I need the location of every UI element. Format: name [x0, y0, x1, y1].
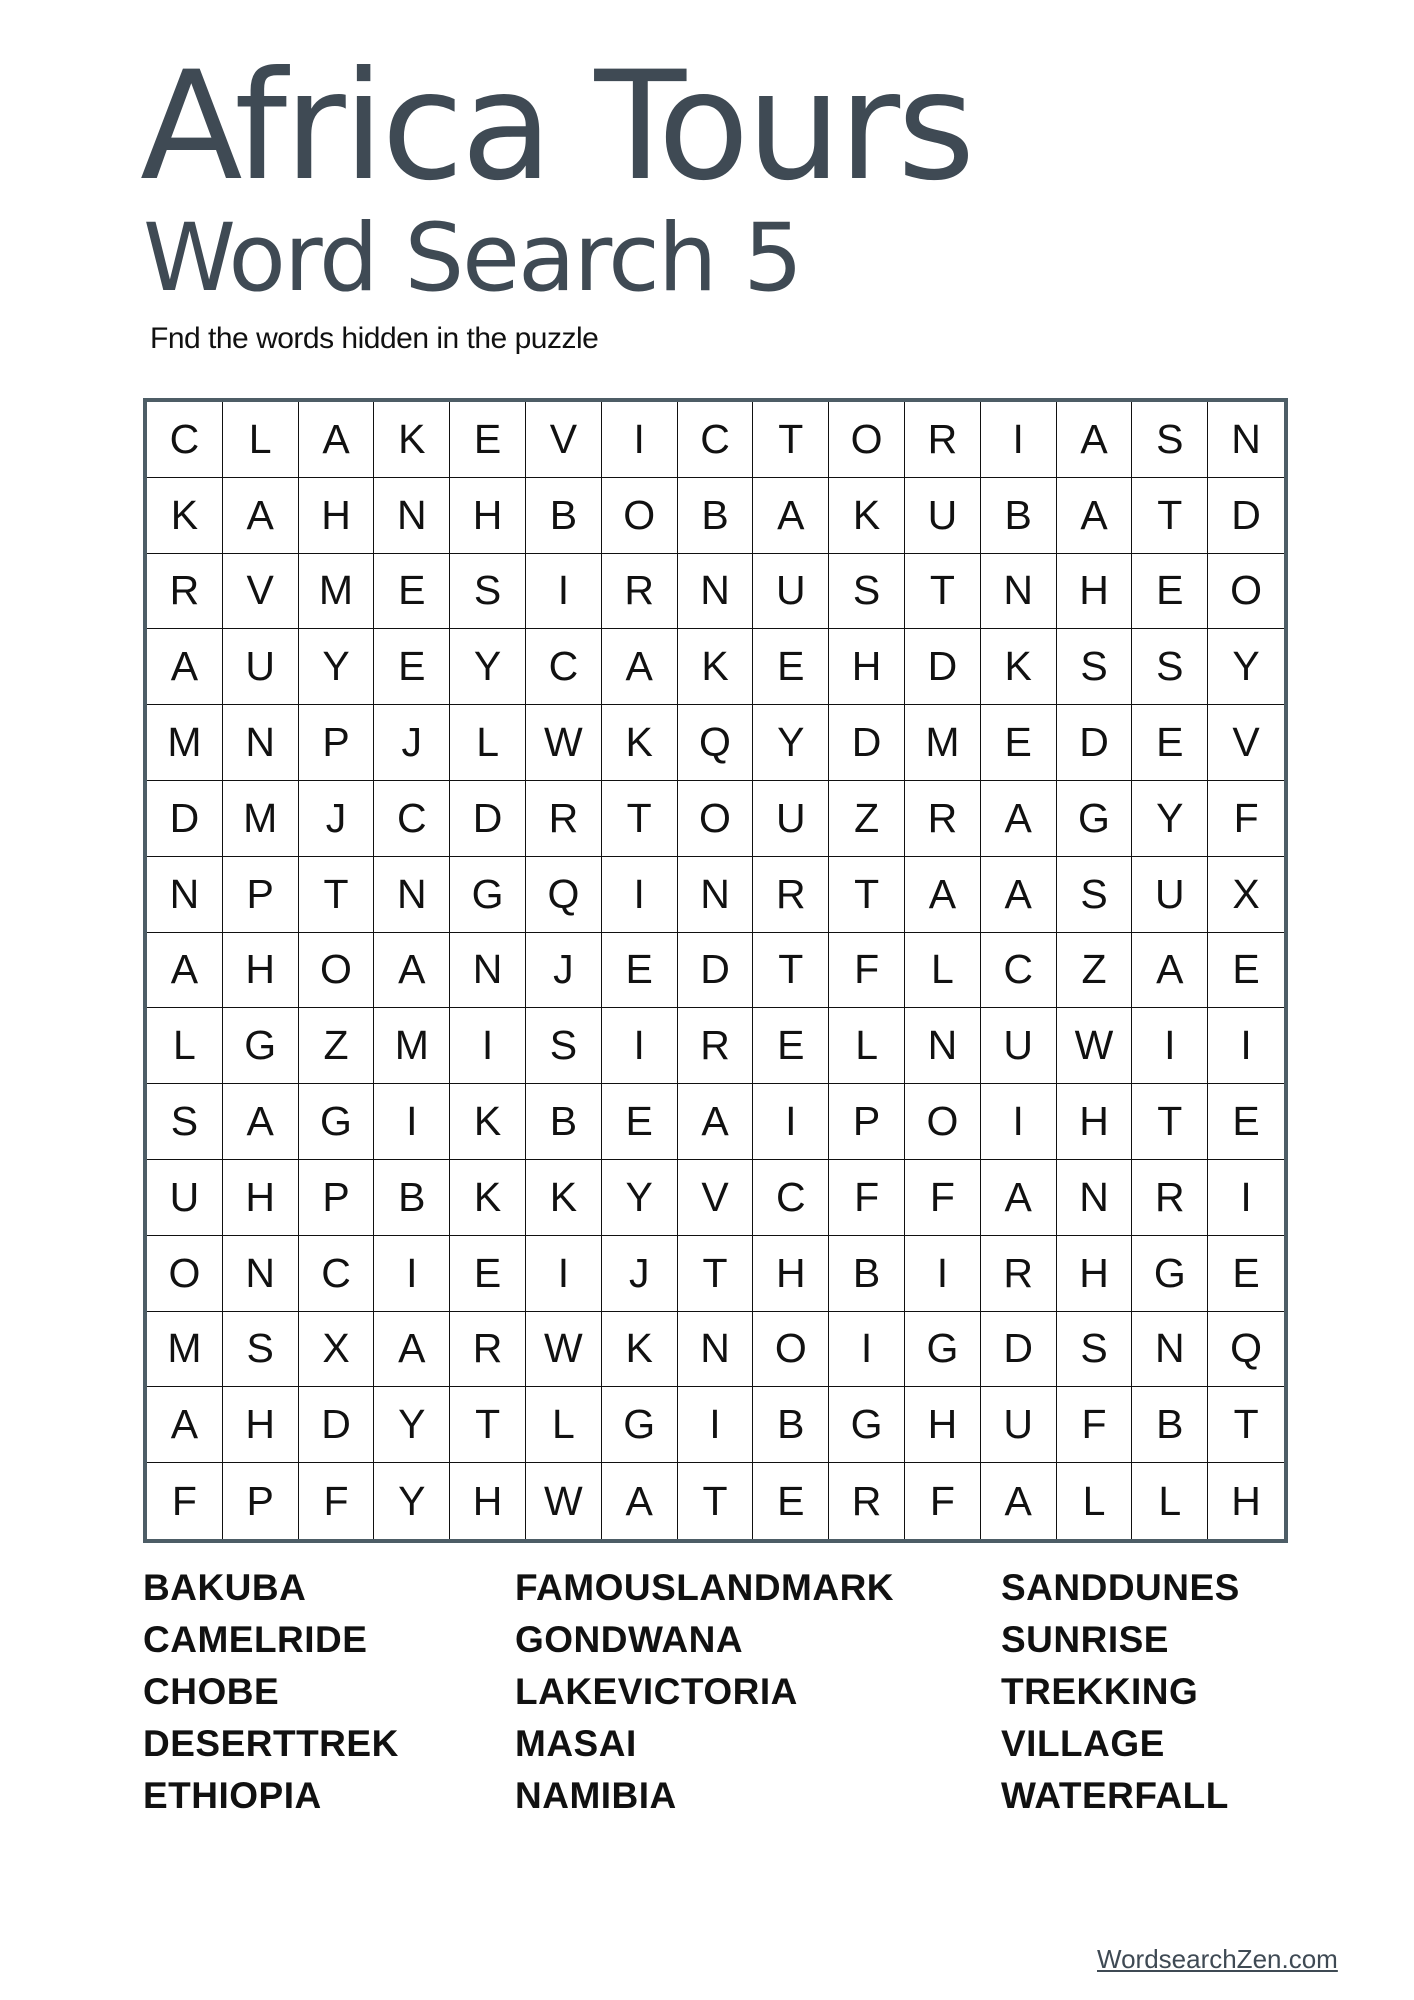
grid-cell[interactable]: S: [1132, 629, 1208, 705]
grid-cell[interactable]: N: [905, 1008, 981, 1084]
grid-cell[interactable]: I: [526, 1236, 602, 1312]
grid-cell[interactable]: Y: [602, 1160, 678, 1236]
grid-cell[interactable]: U: [753, 781, 829, 857]
grid-cell[interactable]: I: [678, 1387, 754, 1463]
grid-cell[interactable]: I: [602, 857, 678, 933]
grid-cell[interactable]: D: [829, 705, 905, 781]
grid-cell[interactable]: L: [1057, 1463, 1133, 1539]
grid-cell[interactable]: G: [905, 1312, 981, 1388]
grid-cell[interactable]: A: [981, 857, 1057, 933]
grid-cell[interactable]: S: [450, 554, 526, 630]
grid-cell[interactable]: A: [223, 1084, 299, 1160]
grid-cell[interactable]: X: [1208, 857, 1284, 933]
grid-cell[interactable]: C: [374, 781, 450, 857]
grid-cell[interactable]: A: [905, 857, 981, 933]
grid-cell[interactable]: T: [753, 402, 829, 478]
grid-cell[interactable]: Y: [1208, 629, 1284, 705]
grid-cell[interactable]: O: [602, 478, 678, 554]
grid-cell[interactable]: A: [1057, 478, 1133, 554]
grid-cell[interactable]: A: [374, 933, 450, 1009]
grid-cell[interactable]: E: [602, 1084, 678, 1160]
grid-cell[interactable]: M: [147, 705, 223, 781]
grid-cell[interactable]: I: [450, 1008, 526, 1084]
word-item: TREKKING: [1001, 1671, 1199, 1712]
grid-cell[interactable]: F: [905, 1160, 981, 1236]
grid-cell[interactable]: H: [905, 1387, 981, 1463]
grid-cell[interactable]: R: [905, 402, 981, 478]
grid-cell[interactable]: N: [450, 933, 526, 1009]
grid-cell[interactable]: E: [1208, 933, 1284, 1009]
grid-cell[interactable]: C: [299, 1236, 375, 1312]
grid-cell[interactable]: I: [1208, 1160, 1284, 1236]
grid-cell[interactable]: A: [147, 933, 223, 1009]
grid-cell[interactable]: J: [526, 933, 602, 1009]
grid-cell[interactable]: I: [374, 1236, 450, 1312]
grid-cell[interactable]: L: [147, 1008, 223, 1084]
grid-cell[interactable]: Z: [299, 1008, 375, 1084]
grid-cell[interactable]: E: [374, 554, 450, 630]
grid-cell[interactable]: U: [981, 1008, 1057, 1084]
grid-cell[interactable]: K: [981, 629, 1057, 705]
grid-cell[interactable]: K: [678, 629, 754, 705]
grid-cell[interactable]: Y: [1132, 781, 1208, 857]
grid-cell[interactable]: Q: [1208, 1312, 1284, 1388]
grid-cell[interactable]: D: [299, 1387, 375, 1463]
grid-cell[interactable]: A: [602, 1463, 678, 1539]
grid-cell[interactable]: T: [678, 1236, 754, 1312]
grid-cell[interactable]: H: [1057, 1084, 1133, 1160]
grid-cell[interactable]: E: [450, 1236, 526, 1312]
word-column: [1001, 1562, 1240, 1822]
page-title: Africa Tours: [140, 40, 973, 214]
grid-cell[interactable]: D: [905, 629, 981, 705]
grid-cell[interactable]: P: [299, 1160, 375, 1236]
grid-cell[interactable]: Y: [374, 1463, 450, 1539]
grid-cell[interactable]: S: [147, 1084, 223, 1160]
grid-cell[interactable]: R: [981, 1236, 1057, 1312]
grid-cell[interactable]: T: [829, 857, 905, 933]
grid-cell[interactable]: G: [450, 857, 526, 933]
grid-cell[interactable]: E: [753, 629, 829, 705]
grid-cell[interactable]: R: [602, 554, 678, 630]
word-item: LAKEVICTORIA: [515, 1671, 798, 1712]
grid-cell[interactable]: T: [450, 1387, 526, 1463]
grid-cell[interactable]: I: [526, 554, 602, 630]
grid-cell[interactable]: U: [147, 1160, 223, 1236]
grid-cell[interactable]: A: [299, 402, 375, 478]
grid-cell[interactable]: B: [526, 1084, 602, 1160]
grid-cell[interactable]: P: [223, 857, 299, 933]
word-item: DESERTTREK: [143, 1723, 399, 1764]
grid-cell[interactable]: K: [374, 402, 450, 478]
grid-cell[interactable]: F: [147, 1463, 223, 1539]
grid-cell[interactable]: D: [450, 781, 526, 857]
grid-cell[interactable]: E: [1132, 554, 1208, 630]
word-item: GONDWANA: [515, 1619, 744, 1660]
grid-cell[interactable]: N: [223, 1236, 299, 1312]
grid-cell[interactable]: R: [526, 781, 602, 857]
grid-cell[interactable]: P: [299, 705, 375, 781]
grid-cell[interactable]: T: [905, 554, 981, 630]
instructions: Fnd the words hidden in the puzzle: [150, 322, 599, 355]
grid-cell[interactable]: G: [602, 1387, 678, 1463]
grid-cell[interactable]: I: [753, 1084, 829, 1160]
word-item: SANDDUNES: [1001, 1567, 1240, 1608]
grid-cell[interactable]: O: [678, 781, 754, 857]
grid-cell[interactable]: A: [981, 1160, 1057, 1236]
grid-cell[interactable]: J: [602, 1236, 678, 1312]
grid-cell[interactable]: M: [905, 705, 981, 781]
grid-cell[interactable]: M: [223, 781, 299, 857]
word-item: WATERFALL: [1001, 1775, 1229, 1816]
grid-cell[interactable]: U: [753, 554, 829, 630]
word-item: SUNRISE: [1001, 1619, 1169, 1660]
grid-cell[interactable]: C: [678, 402, 754, 478]
grid-cell[interactable]: S: [829, 554, 905, 630]
grid-cell[interactable]: A: [678, 1084, 754, 1160]
grid-cell[interactable]: L: [526, 1387, 602, 1463]
grid-cell[interactable]: H: [1057, 1236, 1133, 1312]
grid-cell[interactable]: D: [1057, 705, 1133, 781]
grid-cell[interactable]: M: [374, 1008, 450, 1084]
grid-cell[interactable]: G: [829, 1387, 905, 1463]
grid-cell[interactable]: F: [829, 933, 905, 1009]
grid-cell[interactable]: O: [299, 933, 375, 1009]
grid-cell[interactable]: L: [905, 933, 981, 1009]
grid-cell[interactable]: G: [223, 1008, 299, 1084]
grid-cell[interactable]: A: [1132, 933, 1208, 1009]
grid-cell[interactable]: S: [223, 1312, 299, 1388]
grid-cell[interactable]: A: [753, 478, 829, 554]
grid-cell[interactable]: H: [223, 933, 299, 1009]
grid-cell[interactable]: N: [678, 554, 754, 630]
grid-cell[interactable]: N: [1208, 402, 1284, 478]
grid-cell[interactable]: C: [526, 629, 602, 705]
grid-cell[interactable]: K: [602, 705, 678, 781]
grid-cell[interactable]: I: [374, 1084, 450, 1160]
word-item: CAMELRIDE: [143, 1619, 368, 1660]
grid-cell[interactable]: J: [374, 705, 450, 781]
grid-cell[interactable]: N: [1057, 1160, 1133, 1236]
grid-cell[interactable]: R: [1132, 1160, 1208, 1236]
grid-cell[interactable]: N: [374, 478, 450, 554]
grid-cell[interactable]: I: [602, 402, 678, 478]
grid-cell[interactable]: L: [223, 402, 299, 478]
word-item: NAMIBIA: [515, 1775, 677, 1816]
grid-cell[interactable]: A: [981, 1463, 1057, 1539]
grid-cell[interactable]: E: [602, 933, 678, 1009]
grid-cell[interactable]: H: [299, 478, 375, 554]
grid-cell[interactable]: M: [147, 1312, 223, 1388]
grid-cell[interactable]: U: [1132, 857, 1208, 933]
grid-cell[interactable]: G: [1057, 781, 1133, 857]
grid-cell[interactable]: K: [147, 478, 223, 554]
grid-cell[interactable]: B: [981, 478, 1057, 554]
grid-cell[interactable]: K: [450, 1160, 526, 1236]
grid-cell[interactable]: T: [753, 933, 829, 1009]
grid-cell[interactable]: T: [678, 1463, 754, 1539]
grid-cell[interactable]: U: [981, 1387, 1057, 1463]
grid-cell[interactable]: O: [1208, 554, 1284, 630]
grid-cell[interactable]: O: [147, 1236, 223, 1312]
grid-cell[interactable]: C: [753, 1160, 829, 1236]
grid-cell[interactable]: R: [678, 1008, 754, 1084]
grid-cell[interactable]: T: [1208, 1387, 1284, 1463]
grid-cell[interactable]: A: [374, 1312, 450, 1388]
grid-cell[interactable]: B: [829, 1236, 905, 1312]
page-subtitle: Word Search 5: [143, 204, 802, 313]
grid-cell[interactable]: F: [1208, 781, 1284, 857]
grid-cell[interactable]: P: [223, 1463, 299, 1539]
grid-cell[interactable]: E: [1132, 705, 1208, 781]
grid-cell[interactable]: K: [829, 478, 905, 554]
grid-cell[interactable]: W: [526, 1312, 602, 1388]
grid-cell[interactable]: C: [981, 933, 1057, 1009]
grid-cell[interactable]: V: [678, 1160, 754, 1236]
grid-cell[interactable]: Q: [526, 857, 602, 933]
grid-cell[interactable]: E: [753, 1463, 829, 1539]
grid-cell[interactable]: P: [829, 1084, 905, 1160]
grid-cell[interactable]: I: [981, 1084, 1057, 1160]
grid-cell[interactable]: B: [1132, 1387, 1208, 1463]
grid-cell[interactable]: H: [223, 1160, 299, 1236]
grid-cell[interactable]: E: [1208, 1084, 1284, 1160]
grid-cell[interactable]: O: [905, 1084, 981, 1160]
grid-cell[interactable]: H: [829, 629, 905, 705]
grid-cell[interactable]: D: [147, 781, 223, 857]
grid-cell[interactable]: F: [829, 1160, 905, 1236]
grid-cell[interactable]: V: [1208, 705, 1284, 781]
grid-cell[interactable]: G: [299, 1084, 375, 1160]
grid-cell[interactable]: K: [450, 1084, 526, 1160]
grid-cell[interactable]: C: [147, 402, 223, 478]
grid-cell[interactable]: N: [223, 705, 299, 781]
grid-cell[interactable]: T: [1132, 478, 1208, 554]
word-item: MASAI: [515, 1723, 637, 1764]
grid-cell[interactable]: I: [1132, 1008, 1208, 1084]
grid-cell[interactable]: W: [526, 1463, 602, 1539]
grid-cell[interactable]: Z: [829, 781, 905, 857]
grid-cell[interactable]: N: [678, 1312, 754, 1388]
word-column: [143, 1562, 399, 1822]
grid-cell[interactable]: B: [374, 1160, 450, 1236]
grid-cell[interactable]: Y: [299, 629, 375, 705]
grid-cell[interactable]: A: [223, 478, 299, 554]
word-item: VILLAGE: [1001, 1723, 1165, 1764]
grid-cell[interactable]: T: [1132, 1084, 1208, 1160]
grid-cell[interactable]: H: [753, 1236, 829, 1312]
grid-cell[interactable]: I: [1208, 1008, 1284, 1084]
grid-cell[interactable]: B: [526, 478, 602, 554]
grid-cell[interactable]: S: [1057, 857, 1133, 933]
grid-cell[interactable]: S: [1057, 629, 1133, 705]
grid-cell[interactable]: A: [147, 1387, 223, 1463]
grid-cell[interactable]: R: [147, 554, 223, 630]
grid-cell[interactable]: T: [602, 781, 678, 857]
grid-cell[interactable]: A: [147, 629, 223, 705]
grid-cell[interactable]: N: [1132, 1312, 1208, 1388]
grid-cell[interactable]: E: [981, 705, 1057, 781]
letter-grid: [143, 398, 1288, 1543]
grid-cell[interactable]: A: [981, 781, 1057, 857]
grid-cell[interactable]: J: [299, 781, 375, 857]
grid-cell[interactable]: D: [678, 933, 754, 1009]
grid-cell[interactable]: I: [602, 1008, 678, 1084]
grid-cell[interactable]: R: [905, 781, 981, 857]
grid-cell[interactable]: O: [829, 402, 905, 478]
grid-cell[interactable]: F: [905, 1463, 981, 1539]
grid-cell[interactable]: R: [753, 857, 829, 933]
grid-cell[interactable]: W: [526, 705, 602, 781]
grid-cell[interactable]: U: [905, 478, 981, 554]
grid-cell[interactable]: O: [753, 1312, 829, 1388]
grid-cell[interactable]: N: [981, 554, 1057, 630]
grid-cell[interactable]: H: [450, 478, 526, 554]
grid-cell[interactable]: Z: [1057, 933, 1133, 1009]
word-item: ETHIOPIA: [143, 1775, 322, 1816]
site-link[interactable]: WordsearchZen.com: [1097, 1944, 1338, 1974]
grid-cell[interactable]: E: [450, 402, 526, 478]
grid-cell[interactable]: N: [678, 857, 754, 933]
grid-cell[interactable]: I: [905, 1236, 981, 1312]
grid-cell[interactable]: S: [526, 1008, 602, 1084]
grid-cell[interactable]: R: [829, 1463, 905, 1539]
grid-cell[interactable]: B: [753, 1387, 829, 1463]
grid-cell[interactable]: H: [450, 1463, 526, 1539]
grid-cell[interactable]: Y: [374, 1387, 450, 1463]
grid-cell[interactable]: S: [1057, 1312, 1133, 1388]
grid-cell[interactable]: Q: [678, 705, 754, 781]
grid-cell[interactable]: L: [1132, 1463, 1208, 1539]
grid-cell[interactable]: K: [602, 1312, 678, 1388]
grid-cell[interactable]: R: [450, 1312, 526, 1388]
grid-cell[interactable]: U: [223, 629, 299, 705]
grid-cell[interactable]: G: [1132, 1236, 1208, 1312]
grid-cell[interactable]: A: [1057, 402, 1133, 478]
grid-cell[interactable]: T: [299, 857, 375, 933]
word-column: [515, 1562, 894, 1822]
grid-cell[interactable]: B: [678, 478, 754, 554]
word-item: CHOBE: [143, 1671, 280, 1712]
grid-cell[interactable]: V: [223, 554, 299, 630]
grid-cell[interactable]: H: [223, 1387, 299, 1463]
grid-cell[interactable]: L: [829, 1008, 905, 1084]
word-item: FAMOUSLANDMARK: [515, 1567, 895, 1608]
word-item: BAKUBA: [143, 1567, 307, 1608]
grid-cell[interactable]: D: [1208, 478, 1284, 554]
grid-cell[interactable]: X: [299, 1312, 375, 1388]
grid-cell[interactable]: S: [1132, 402, 1208, 478]
grid-cell[interactable]: N: [147, 857, 223, 933]
grid-cell[interactable]: E: [753, 1008, 829, 1084]
grid-cell[interactable]: I: [829, 1312, 905, 1388]
grid-cell[interactable]: F: [299, 1463, 375, 1539]
grid-cell[interactable]: W: [1057, 1008, 1133, 1084]
grid-cell[interactable]: D: [981, 1312, 1057, 1388]
grid-cell[interactable]: E: [1208, 1236, 1284, 1312]
grid-cell[interactable]: L: [450, 705, 526, 781]
grid-cell[interactable]: F: [1057, 1387, 1133, 1463]
grid-cell[interactable]: A: [602, 629, 678, 705]
grid-cell[interactable]: V: [526, 402, 602, 478]
grid-cell[interactable]: Y: [450, 629, 526, 705]
grid-cell[interactable]: H: [1231, 1477, 1261, 1524]
grid-cell[interactable]: N: [374, 857, 450, 933]
grid-cell[interactable]: H: [1057, 554, 1133, 630]
grid-cell[interactable]: M: [299, 554, 375, 630]
grid-cell[interactable]: I: [981, 402, 1057, 478]
grid-cell[interactable]: E: [374, 629, 450, 705]
grid-cell[interactable]: K: [526, 1160, 602, 1236]
grid-cell[interactable]: Y: [753, 705, 829, 781]
